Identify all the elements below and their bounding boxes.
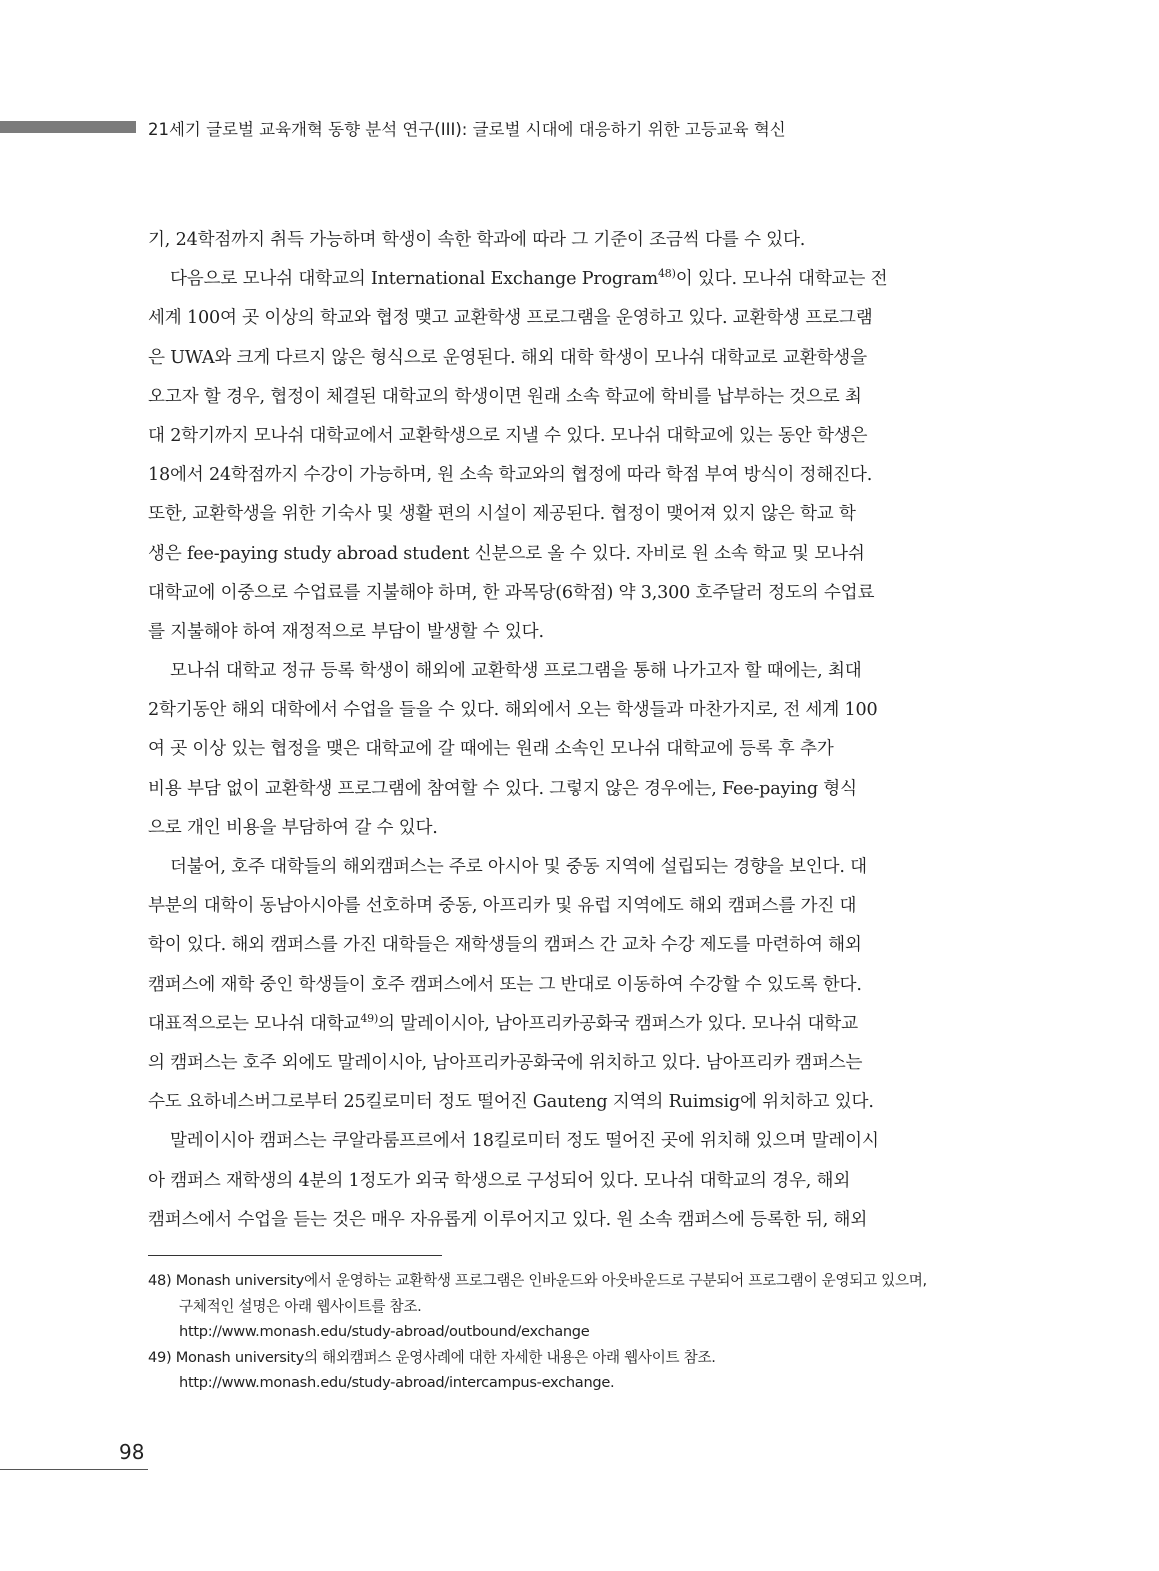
body-line: 모나쉬 대학교 정규 등록 학생이 해외에 교환학생 프로그램을 통해 나가고자 할 때에는, 최대	[170, 661, 862, 682]
body-line: 대표적으로는 모나쉬 대학교$^{49)}$의 말레이시아, 남아프리카공화국 캠퍼스가 있다. 모나쉬 대학교	[148, 1011, 858, 1034]
body-line: 대 2학기까지 모나쉬 대학교에서 교환학생으로 지낼 수 있다. 모나쉬 대학교에 있는 동안 학생은	[148, 425, 868, 446]
body-line: 은 UWA와 크게 다르지 않은 형식으로 운영된다. 해외 대학 학생이 모나쉬 대학교로 교환학생을	[148, 347, 867, 368]
footnote-48: 48) Monash university에서 운영하는 교환학생 프로그램은 인바운드와 아웃바운드로 구분되어 프로그램이 운영되고 있으며,	[148, 1272, 927, 1289]
body-line: 부분의 대학이 동남아시아를 선호하며 중동, 아프리카 및 유럽 지역에도 해외 캠퍼스를 가진 대	[148, 896, 857, 917]
body-line: 오고자 할 경우, 협정이 체결된 대학교의 학생이면 원래 소속 학교에 학비를 납부하는 것으로 최	[148, 386, 862, 407]
body-line: 2학기동안 해외 대학에서 수업을 들을 수 있다. 해외에서 오는 학생들과 마찬가지로, 전 세계 100	[148, 700, 878, 721]
footnote-ref-49: 49)	[360, 1011, 379, 1025]
page-number-rule	[0, 1469, 148, 1470]
body-line: 의 캠퍼스는 호주 외에도 말레이시아, 남아프리카공화국에 위치하고 있다. 남아프리카 캠퍼스는	[148, 1052, 863, 1073]
footnote-divider	[148, 1255, 442, 1256]
body-line: 말레이시아 캠퍼스는 쿠알라룸프르에서 18킬로미터 정도 떨어진 곳에 위치해 있으며 말레이시	[170, 1131, 879, 1152]
body-line: 캠퍼스에 재학 중인 학생들이 호주 캠퍼스에서 또는 그 반대로 이동하여 수강할 수 있도록 한다.	[148, 974, 862, 995]
body-line: 대학교에 이중으로 수업료를 지불해야 하며, 한 과목당(6학점) 약 3,300 호주달러 정도의 수업료	[148, 582, 875, 603]
body-line: 를 지불해야 하여 재정적으로 부담이 발생할 수 있다.	[148, 621, 544, 642]
body-line: 아 캠퍼스 재학생의 4분의 1정도가 외국 학생으로 구성되어 있다. 모나쉬 대학교의 경우, 해외	[148, 1170, 851, 1191]
footnote-49-url: http://www.monash.edu/study-abroad/intercampus-exchange.	[179, 1374, 615, 1392]
body-line: 다음으로 모나쉬 대학교의 International Exchange Program$^{48)}$이 있다. 모나쉬 대학교는 전	[170, 267, 888, 290]
body-line: 18에서 24학점까지 수강이 가능하며, 원 소속 학교와의 협정에 따라 학점 부여 방식이 정해진다.	[148, 465, 873, 486]
footnote-48-line: 구체적인 설명은 아래 웹사이트를 참조.	[179, 1297, 422, 1315]
footnote-48-url: http://www.monash.edu/study-abroad/outbound/exchange	[179, 1323, 590, 1341]
body-text	[148, 221, 1008, 1240]
body-line: 비용 부담 없이 교환학생 프로그램에 참여할 수 있다. 그렇지 않은 경우에는, Fee-paying 형식	[148, 778, 857, 799]
body-line: 생은 fee-paying study abroad student 신분으로 올 수 있다. 자비로 원 소속 학교 및 모나쉬	[148, 543, 865, 564]
body-line: 기, 24학점까지 취득 가능하며 학생이 속한 학과에 따라 그 기준이 조금씩 다를 수 있다.	[148, 230, 806, 250]
body-line: 또한, 교환학생을 위한 기숙사 및 생활 편의 시설이 제공된다. 협정이 맺어져 있지 않은 학교 학	[148, 504, 856, 525]
body-line: 학이 있다. 해외 캠퍼스를 가진 대학들은 재학생들의 캠퍼스 간 교차 수강 제도를 마련하여 해외	[148, 935, 862, 956]
footnote-marker: 49)	[148, 1348, 172, 1366]
footnote-marker: 48)	[148, 1272, 172, 1289]
body-line: 수도 요하네스버그로부터 25킬로미터 정도 떨어진 Gauteng 지역의 Ruimsig에 위치하고 있다.	[148, 1092, 874, 1113]
body-line: 더불어, 호주 대학들의 해외캠퍼스는 주로 아시아 및 중동 지역에 설립되는 경향을 보인다. 대	[170, 857, 867, 877]
footnote-ref-48: 48)	[657, 267, 676, 281]
running-header: 21세기 글로벌 교육개혁 동향 분석 연구(III): 글로벌 시대에 대응하기 위한 고등교육 혁신	[148, 120, 786, 139]
body-line: 으로 개인 비용을 부담하여 갈 수 있다.	[148, 817, 438, 838]
body-line: 여 곳 이상 있는 협정을 맺은 대학교에 갈 때에는 원래 소속인 모나쉬 대학교에 등록 후 추가	[148, 739, 834, 760]
body-line: 캠퍼스에서 수업을 듣는 것은 매우 자유롭게 이루어지고 있다. 원 소속 캠퍼스에 등록한 뒤, 해외	[148, 1209, 868, 1230]
footnotes	[148, 1268, 1018, 1396]
body-line: 세계 100여 곳 이상의 학교와 협정 맺고 교환학생 프로그램을 운영하고 있다. 교환학생 프로그램	[148, 308, 873, 329]
footnote-49: 49) Monash university의 해외캠퍼스 운영사례에 대한 자세한 내용은 아래 웹사이트 참조.	[148, 1348, 716, 1366]
page-number: 98	[119, 1440, 145, 1464]
header-bar	[0, 121, 136, 133]
